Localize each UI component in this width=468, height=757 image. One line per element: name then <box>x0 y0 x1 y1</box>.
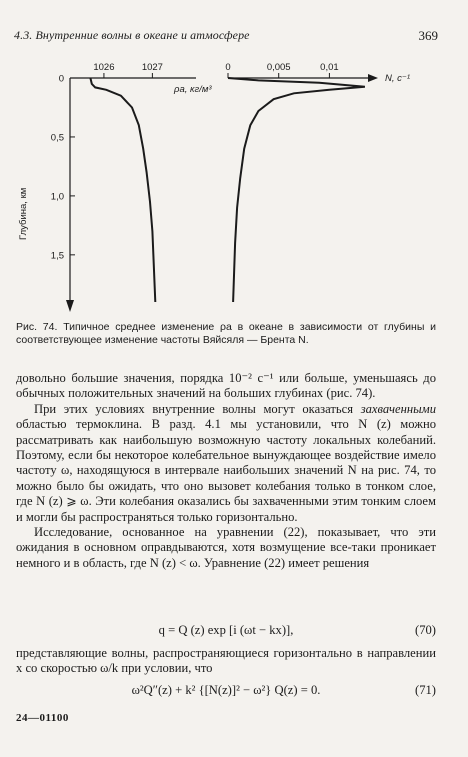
running-header: 4.3. Внутренние волны в океане и атмосфере <box>14 28 250 42</box>
figure-caption <box>16 321 436 347</box>
density-x-ticks <box>93 62 163 78</box>
depth-tick-label-2: 1,0 <box>50 191 64 203</box>
equation-71-number: (71) <box>415 683 436 697</box>
depth-tick-label-0: 0 <box>58 73 64 85</box>
equation-70-number: (70) <box>415 623 436 637</box>
figure-74 <box>0 50 468 328</box>
frequency-x-ticks <box>225 62 338 78</box>
frequency-tick-label-1: 0,005 <box>266 62 291 73</box>
paragraph-3: Исследование, основанное на уравнении (22), показывает, что эти ожидания в основном оправдываются, хотя возмущение все-таки проникает немного и в область, где N (z) < ω. Уравнение (22) имеет решения <box>16 525 436 570</box>
page-number: 369 <box>418 28 438 43</box>
depth-ticks <box>51 74 75 262</box>
caption-text: Типичное среднее изменение ρa в океане в зависимости от глубины и соответствующее изменение частоты Вяйсяля — Брента N. <box>16 321 436 346</box>
paragraph-2-rest: областью термоклина. В разд. 4.1 мы установили, что N (z) можно рассматривать как наибольшую возможную частоту локальных колебаний. Поэтому, если бы некоторое колебательное вынуждающее воздействие имело частоту ω, находящуюся в интервале наибольших значений N на рис. 74, то можно было бы ожидать, что оно вызовет колебания только в тонком слое, где N (z) ⩾ ω. Эти колебания оказались бы захваченными этим тонким слоем и могли бы распространяться только горизонтально. <box>16 417 436 524</box>
depth-tick-label-1: 0,5 <box>50 132 64 144</box>
frequency-tick-label-0: 0 <box>225 62 231 73</box>
frequency-curve <box>228 78 365 302</box>
paragraph-2-start: При этих условиях внутренние волны могут оказаться <box>34 401 354 416</box>
body-text-continued <box>16 646 436 677</box>
density-x-label: ρa, кг/м³ <box>174 84 212 95</box>
printer-signature: 24—01100 <box>16 712 69 724</box>
paragraph-2 <box>16 402 436 525</box>
depth-axis-arrow <box>66 300 74 312</box>
density-tick-label-1: 1027 <box>141 62 163 73</box>
density-panel <box>18 62 212 312</box>
paragraph-1: довольно большие значения, порядка 10⁻² с⁻¹ или больше, уменьшаясь до обычных положительных значений на больших глубинах (рис. 74). <box>16 371 436 401</box>
frequency-tick-label-2: 0,01 <box>320 62 339 73</box>
density-tick-label-0: 1026 <box>93 62 115 73</box>
depth-tick-label-3: 1,5 <box>50 250 64 262</box>
equation-70-body: q = Q (z) exp [i (ωt − kx)], <box>158 623 294 637</box>
frequency-panel <box>225 62 410 302</box>
emphasis-trapped: захваченными <box>360 401 436 416</box>
frequency-x-label: N, с⁻¹ <box>385 73 411 84</box>
paragraph-4: представляющие волны, распространяющиеся горизонтально в направлении x со скоростью ω/k при условии, что <box>16 646 436 676</box>
frequency-x-arrow <box>368 74 378 82</box>
caption-label: Рис. 74. <box>16 321 58 333</box>
body-text <box>16 371 436 571</box>
equation-71-body: ω²Q″(z) + k² {[N(z)]² − ω²} Q(z) = 0. <box>131 683 321 697</box>
depth-axis-label: Глубина, км <box>18 187 29 240</box>
density-curve <box>90 78 155 302</box>
